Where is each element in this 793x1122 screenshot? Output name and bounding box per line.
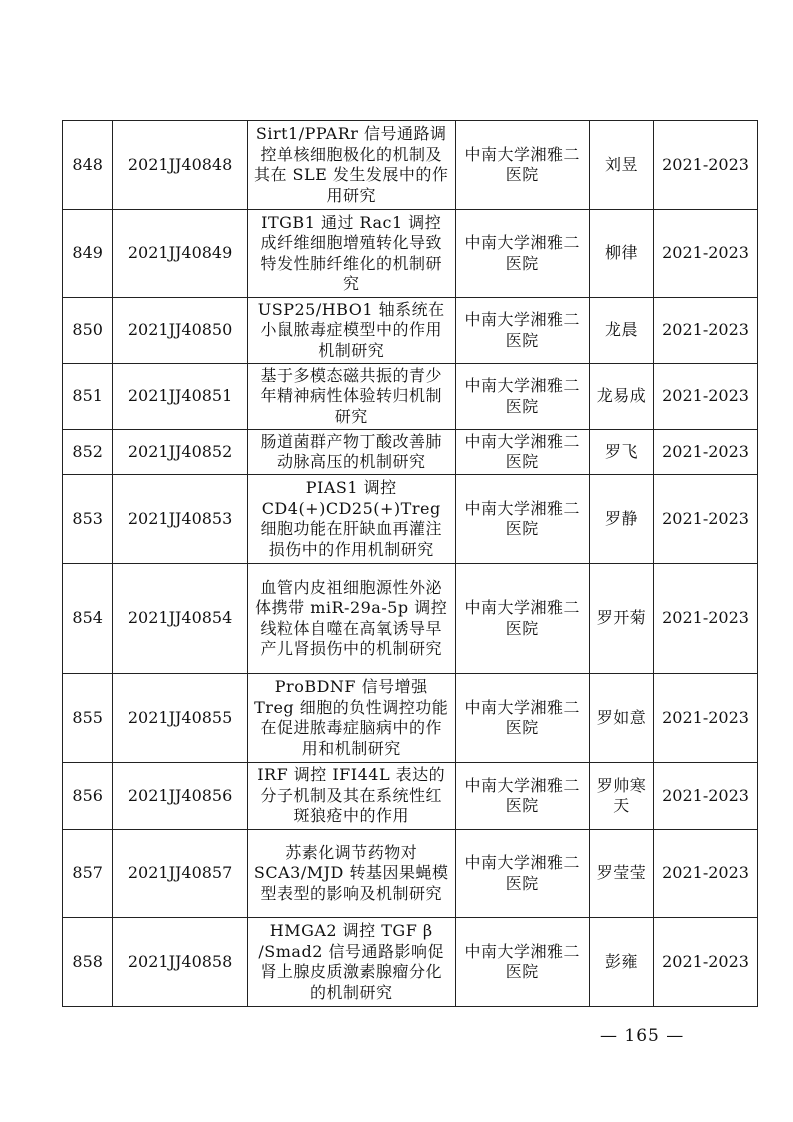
page-number: — 165 — [600, 1026, 685, 1046]
project-id: 2021JJ40853 [113, 475, 247, 564]
project-period: 2021-2023 [654, 918, 758, 1007]
project-id: 2021JJ40856 [113, 763, 247, 830]
host-unit: 中南大学湘雅二医院 [455, 475, 589, 564]
table-row [63, 918, 758, 1007]
project-id: 2021JJ40851 [113, 364, 247, 430]
table-row [63, 121, 758, 210]
project-table-body [63, 121, 758, 1007]
table-row [63, 674, 758, 763]
project-title: Sirt1/PPARr 信号通路调控单核细胞极化的机制及其在 SLE 发生发展中的作用研究 [247, 121, 455, 210]
table-row [63, 830, 758, 918]
project-id: 2021JJ40858 [113, 918, 247, 1007]
project-period: 2021-2023 [654, 475, 758, 564]
project-title: PIAS1 调控 CD4(+)CD25(+)Treg 细胞功能在肝缺血再灌注损伤中的作用机制研究 [247, 475, 455, 564]
table-row [63, 763, 758, 830]
row-number: 856 [63, 763, 113, 830]
host-unit: 中南大学湘雅二医院 [455, 430, 589, 475]
row-number: 849 [63, 210, 113, 298]
project-leader: 柳律 [590, 210, 654, 298]
project-leader: 罗莹莹 [590, 830, 654, 918]
table-row [63, 430, 758, 475]
project-leader: 彭雍 [590, 918, 654, 1007]
project-id: 2021JJ40855 [113, 674, 247, 763]
project-leader: 龙易成 [590, 364, 654, 430]
project-period: 2021-2023 [654, 830, 758, 918]
project-table [62, 120, 758, 1007]
project-period: 2021-2023 [654, 564, 758, 674]
project-title: 肠道菌群产物丁酸改善肺动脉高压的机制研究 [247, 430, 455, 475]
project-id: 2021JJ40850 [113, 298, 247, 364]
host-unit: 中南大学湘雅二医院 [455, 364, 589, 430]
host-unit: 中南大学湘雅二医院 [455, 564, 589, 674]
row-number: 858 [63, 918, 113, 1007]
table-row [63, 210, 758, 298]
project-period: 2021-2023 [654, 364, 758, 430]
row-number: 851 [63, 364, 113, 430]
table-row [63, 475, 758, 564]
project-period: 2021-2023 [654, 210, 758, 298]
row-number: 854 [63, 564, 113, 674]
row-number: 853 [63, 475, 113, 564]
project-leader: 罗静 [590, 475, 654, 564]
project-period: 2021-2023 [654, 298, 758, 364]
project-leader: 罗飞 [590, 430, 654, 475]
project-title: IRF 调控 IFI44L 表达的分子机制及其在系统性红斑狼疮中的作用 [247, 763, 455, 830]
project-id: 2021JJ40852 [113, 430, 247, 475]
project-leader: 罗如意 [590, 674, 654, 763]
project-title: USP25/HBO1 轴系统在小鼠脓毒症模型中的作用机制研究 [247, 298, 455, 364]
project-id: 2021JJ40857 [113, 830, 247, 918]
host-unit: 中南大学湘雅二医院 [455, 674, 589, 763]
project-period: 2021-2023 [654, 121, 758, 210]
table-row [63, 298, 758, 364]
host-unit: 中南大学湘雅二医院 [455, 830, 589, 918]
project-leader: 罗帅寒天 [590, 763, 654, 830]
host-unit: 中南大学湘雅二医院 [455, 210, 589, 298]
project-period: 2021-2023 [654, 430, 758, 475]
host-unit: 中南大学湘雅二医院 [455, 298, 589, 364]
project-id: 2021JJ40848 [113, 121, 247, 210]
project-leader: 龙晨 [590, 298, 654, 364]
project-title: HMGA2 调控 TGF β /Smad2 信号通路影响促肾上腺皮质激素腺瘤分化的机制研究 [247, 918, 455, 1007]
row-number: 850 [63, 298, 113, 364]
host-unit: 中南大学湘雅二医院 [455, 763, 589, 830]
table-row [63, 564, 758, 674]
project-period: 2021-2023 [654, 674, 758, 763]
table-row [63, 364, 758, 430]
project-title: 血管内皮祖细胞源性外泌体携带 miR-29a-5p 调控线粒体自噬在高氧诱导早产儿肾损伤中的机制研究 [247, 564, 455, 674]
row-number: 852 [63, 430, 113, 475]
project-leader: 罗开菊 [590, 564, 654, 674]
row-number: 848 [63, 121, 113, 210]
project-leader: 刘昱 [590, 121, 654, 210]
host-unit: 中南大学湘雅二医院 [455, 121, 589, 210]
host-unit: 中南大学湘雅二医院 [455, 918, 589, 1007]
project-title: ITGB1 通过 Rac1 调控成纤维细胞增殖转化导致特发性肺纤维化的机制研究 [247, 210, 455, 298]
project-id: 2021JJ40854 [113, 564, 247, 674]
project-id: 2021JJ40849 [113, 210, 247, 298]
row-number: 855 [63, 674, 113, 763]
project-title: 基于多模态磁共振的青少年精神病性体验转归机制研究 [247, 364, 455, 430]
project-title: 苏素化调节药物对 SCA3/MJD 转基因果蝇模型表型的影响及机制研究 [247, 830, 455, 918]
project-title: ProBDNF 信号增强 Treg 细胞的负性调控功能在促进脓毒症脑病中的作用和机制研究 [247, 674, 455, 763]
project-period: 2021-2023 [654, 763, 758, 830]
row-number: 857 [63, 830, 113, 918]
